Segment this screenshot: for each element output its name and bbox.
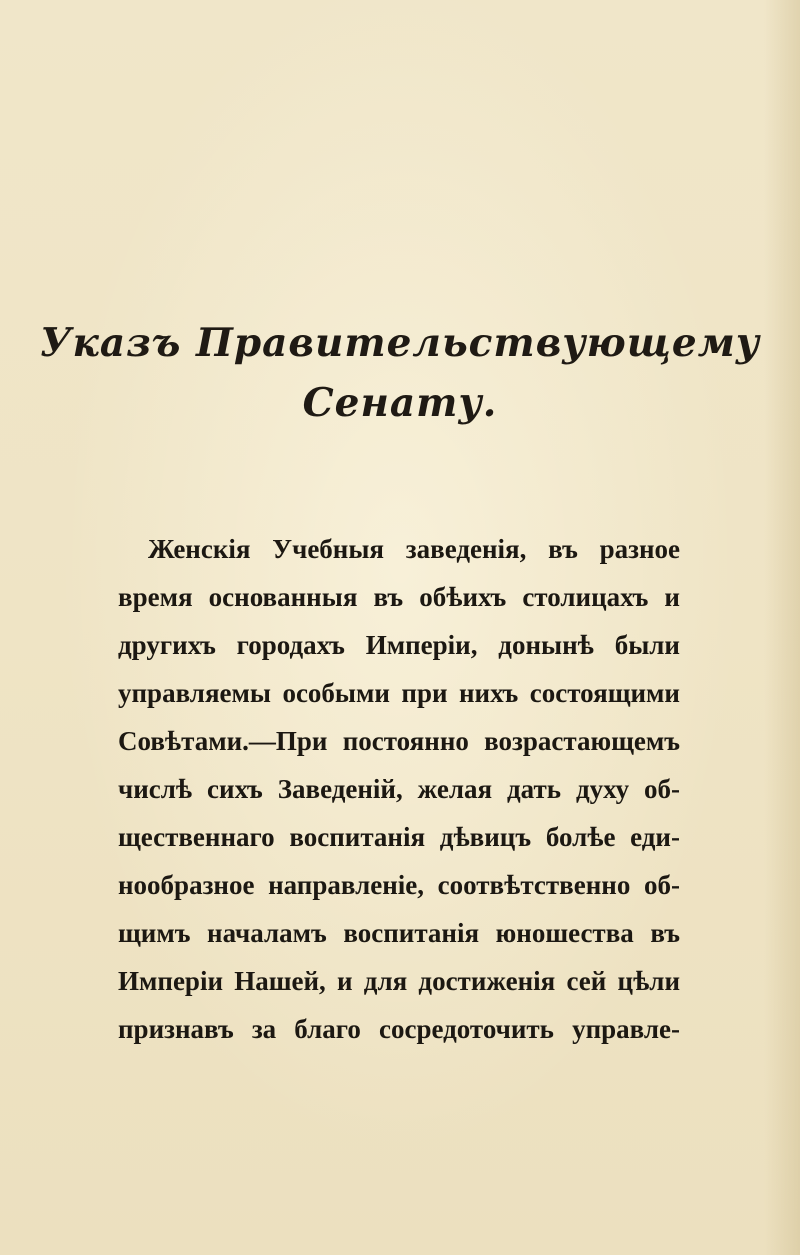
paragraph-line-10: Имперіи Нашей, и для достиженія сей цѣли (118, 966, 680, 996)
paragraph-line-3: другихъ городахъ Имперіи, донынѣ были (118, 630, 680, 660)
paragraph-line-5: Совѣтами.—При постоянно возрастающемъ (118, 726, 680, 756)
decree-title-line-1: Указъ Правительствующему (39, 320, 761, 366)
paragraph-line-11: признавъ за благо сосредоточить управле- (118, 1014, 680, 1044)
paragraph-line-2: время основанныя въ обѣихъ столицахъ и (118, 582, 680, 612)
decree-title-line-2: Сенату. (302, 380, 498, 426)
paragraph-line-9: щимъ началамъ воспитанія юношества въ (118, 918, 680, 948)
page-edge-shadow (764, 0, 800, 1255)
paragraph-line-7: щественнаго воспитанія дѣвицъ болѣе еди- (118, 822, 680, 852)
paragraph-line-4: управляемы особыми при нихъ состоящими (118, 678, 680, 708)
paragraph-line-1: Женскія Учебныя заведенія, въ разное (148, 534, 680, 564)
paragraph-line-8: нообразное направленіе, соотвѣтственно об- (118, 870, 680, 900)
paragraph-line-6: числѣ сихъ Заведеній, желая дать духу об- (118, 774, 680, 804)
